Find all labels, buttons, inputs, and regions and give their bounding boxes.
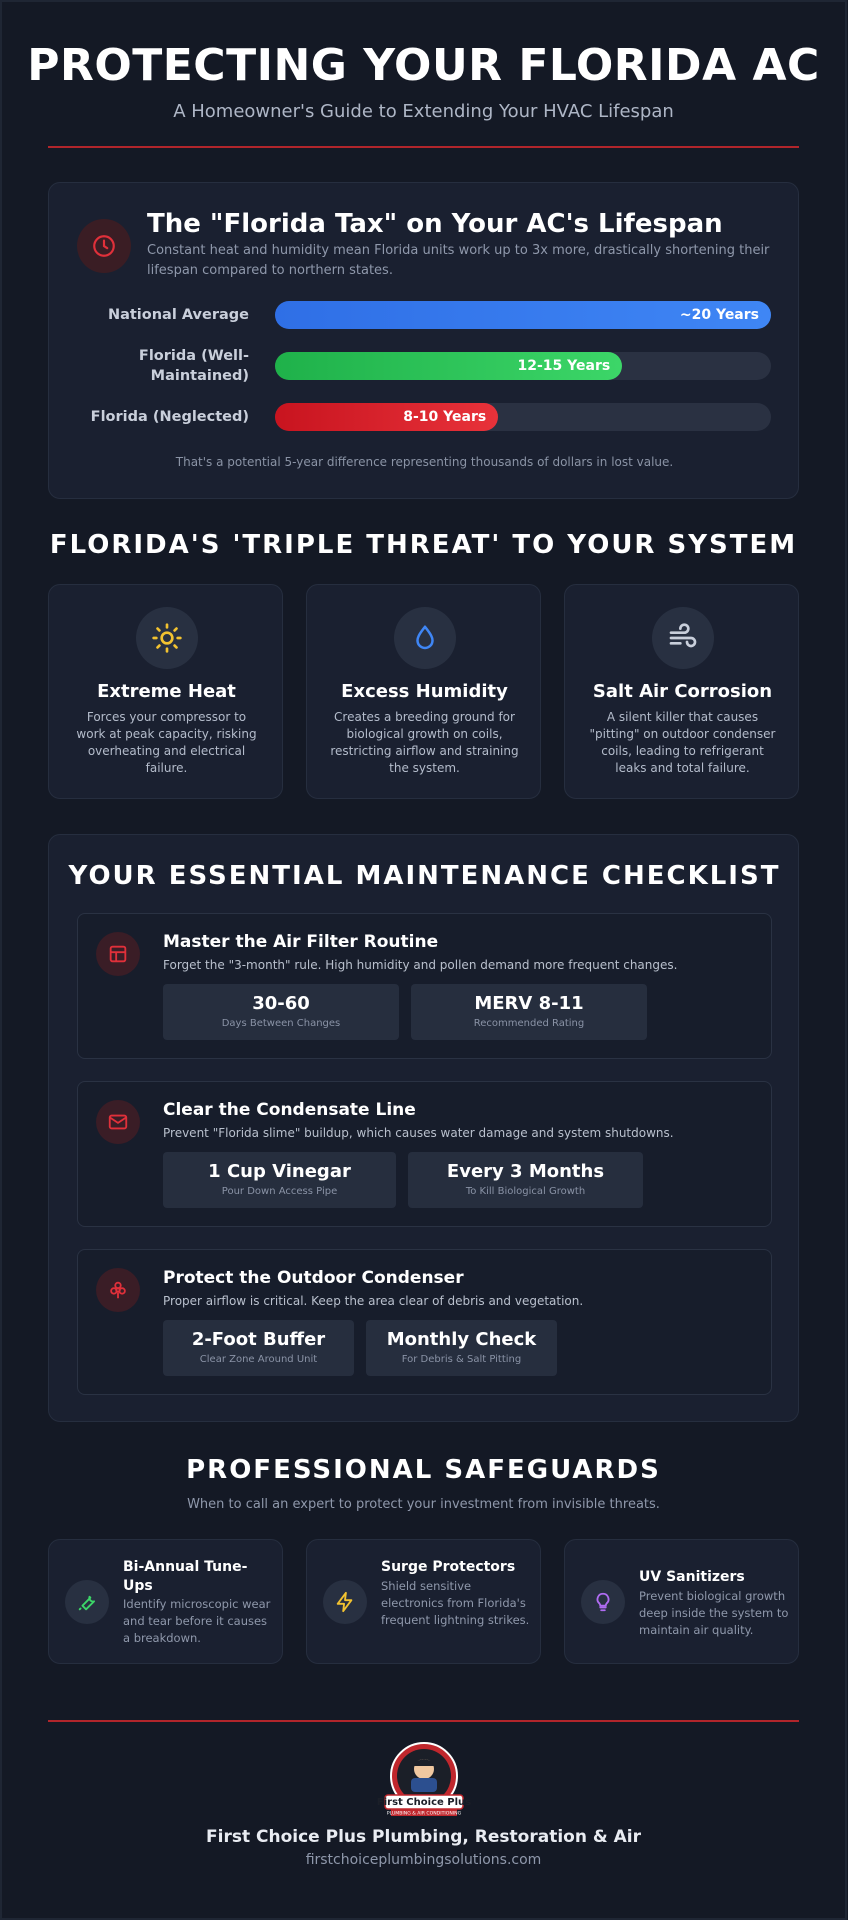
bar-track-florida-neglected bbox=[275, 403, 771, 431]
checklist-item-description: Proper airflow is critical. Keep the area clear of debris and vegetation. bbox=[163, 1294, 584, 1308]
checklist-item-description: Forget the "3-month" rule. High humidity and pollen demand more frequent changes. bbox=[163, 958, 678, 972]
threat-card-heat bbox=[48, 584, 283, 799]
checklist-item-condensate bbox=[77, 1081, 772, 1227]
bar-label-national: National Average bbox=[107, 307, 249, 323]
checklist-item-description: Prevent "Florida slime" buildup, which causes water damage and system shutdowns. bbox=[163, 1126, 674, 1140]
stat-box bbox=[408, 1152, 643, 1208]
wrench-icon bbox=[65, 1580, 109, 1624]
company-website[interactable]: firstchoiceplumbingsolutions.com bbox=[305, 1852, 542, 1868]
footer-divider bbox=[48, 1720, 799, 1722]
bar-fill-florida-maintained bbox=[275, 352, 622, 380]
stat-value: 2-Foot Buffer bbox=[191, 1329, 326, 1350]
threat-title: Salt Air Corrosion bbox=[592, 681, 773, 702]
page-title: PROTECTING YOUR FLORIDA AC bbox=[27, 40, 820, 91]
stat-label: Days Between Changes bbox=[221, 1018, 341, 1029]
stat-box bbox=[163, 1152, 396, 1208]
safeguard-card-uv bbox=[564, 1539, 799, 1664]
bar-value-florida-maintained: 12-15 Years bbox=[517, 358, 611, 374]
lightning-icon bbox=[323, 1580, 367, 1624]
stat-box bbox=[163, 1320, 354, 1376]
stat-label: Recommended Rating bbox=[473, 1018, 585, 1029]
safeguard-description: Shield sensitive electronics from Florida's frequent lightning strikes. bbox=[381, 1579, 530, 1627]
safeguard-card-tuneups bbox=[48, 1539, 283, 1664]
checklist-heading: YOUR ESSENTIAL MAINTENANCE CHECKLIST bbox=[68, 861, 781, 891]
bar-track-national bbox=[275, 301, 771, 329]
threat-description: A silent killer that causes "pitting" on outdoor condenser coils, leading to refrigerant leaks and total failure. bbox=[589, 710, 776, 775]
sun-icon bbox=[136, 607, 198, 669]
mail-icon bbox=[96, 1100, 140, 1144]
safeguard-title: UV Sanitizers bbox=[639, 1569, 745, 1585]
checklist-item-title: Master the Air Filter Routine bbox=[163, 932, 439, 952]
threat-card-humidity bbox=[306, 584, 541, 799]
droplet-icon bbox=[394, 607, 456, 669]
bar-value-national: ~20 Years bbox=[679, 307, 759, 323]
logo-subtext: PLUMBING & AIR CONDITIONING bbox=[386, 1811, 462, 1817]
filter-icon bbox=[96, 932, 140, 976]
bar-track-florida-maintained bbox=[275, 352, 771, 380]
threat-title: Extreme Heat bbox=[97, 681, 236, 702]
flower-icon bbox=[96, 1268, 140, 1312]
header-divider bbox=[48, 146, 799, 148]
safeguard-title: Surge Protectors bbox=[381, 1559, 516, 1575]
safeguards-heading: PROFESSIONAL SAFEGUARDS bbox=[186, 1455, 661, 1485]
stat-value: 30-60 bbox=[252, 993, 310, 1014]
safeguards-subtitle: When to call an expert to protect your investment from invisible threats. bbox=[187, 1497, 660, 1512]
stat-value: Every 3 Months bbox=[446, 1161, 605, 1182]
bar-label-florida-neglected: Florida (Neglected) bbox=[90, 409, 249, 425]
safeguard-description: Identify microscopic wear and tear before it causes a breakdown. bbox=[123, 1597, 271, 1645]
lifespan-card bbox=[48, 182, 799, 499]
threat-title: Excess Humidity bbox=[341, 681, 508, 702]
threats-heading: FLORIDA'S 'TRIPLE THREAT' TO YOUR SYSTEM bbox=[49, 530, 798, 560]
lifespan-description: Constant heat and humidity mean Florida units work up to 3x more, drastically shortening their lifespan compared to northern states. bbox=[147, 243, 770, 278]
safeguard-description: Prevent biological growth deep inside the system to maintain air quality. bbox=[639, 1589, 789, 1637]
lifespan-title: The "Florida Tax" on Your AC's Lifespan bbox=[147, 209, 723, 239]
bar-label-florida-maintained: Florida (Well-Maintained) bbox=[138, 348, 249, 384]
threat-card-salt-air bbox=[564, 584, 799, 799]
lifespan-note: That's a potential 5-year difference representing thousands of dollars in lost value. bbox=[175, 455, 674, 469]
clock-icon bbox=[77, 219, 131, 273]
checklist-item-title: Clear the Condensate Line bbox=[163, 1100, 416, 1120]
bar-value-florida-neglected: 8-10 Years bbox=[403, 409, 487, 425]
stat-value: MERV 8-11 bbox=[474, 993, 584, 1014]
wind-icon bbox=[652, 607, 714, 669]
stat-value: 1 Cup Vinegar bbox=[208, 1161, 351, 1182]
safeguard-title: Bi-Annual Tune-Ups bbox=[123, 1559, 248, 1594]
safeguard-card-surge bbox=[306, 1539, 541, 1664]
stat-box bbox=[163, 984, 399, 1040]
threat-description: Forces your compressor to work at peak capacity, risking overheating and electrical failure. bbox=[76, 710, 257, 775]
logo-text: First Choice Plus bbox=[376, 1797, 472, 1808]
stat-label: Pour Down Access Pipe bbox=[221, 1186, 338, 1197]
stat-box bbox=[366, 1320, 557, 1376]
checklist-item-filter bbox=[77, 913, 772, 1059]
stat-label: Clear Zone Around Unit bbox=[199, 1354, 318, 1365]
lightbulb-icon bbox=[581, 1580, 625, 1624]
stat-label: For Debris & Salt Pitting bbox=[401, 1354, 522, 1365]
stat-value: Monthly Check bbox=[386, 1329, 537, 1350]
bar-fill-national bbox=[275, 301, 771, 329]
page-subtitle: A Homeowner's Guide to Extending Your HVAC Lifespan bbox=[173, 101, 674, 122]
checklist-item-condenser bbox=[77, 1249, 772, 1395]
checklist-item-title: Protect the Outdoor Condenser bbox=[163, 1268, 464, 1288]
company-logo bbox=[376, 1742, 472, 1818]
threat-description: Creates a breeding ground for biological growth on coils, restricting airflow and straining the system. bbox=[330, 710, 519, 775]
checklist-card bbox=[48, 834, 799, 1422]
bar-fill-florida-neglected bbox=[275, 403, 498, 431]
stat-box bbox=[411, 984, 647, 1040]
company-name: First Choice Plus Plumbing, Restoration & Air bbox=[206, 1827, 641, 1847]
stat-label: To Kill Biological Growth bbox=[465, 1186, 586, 1197]
